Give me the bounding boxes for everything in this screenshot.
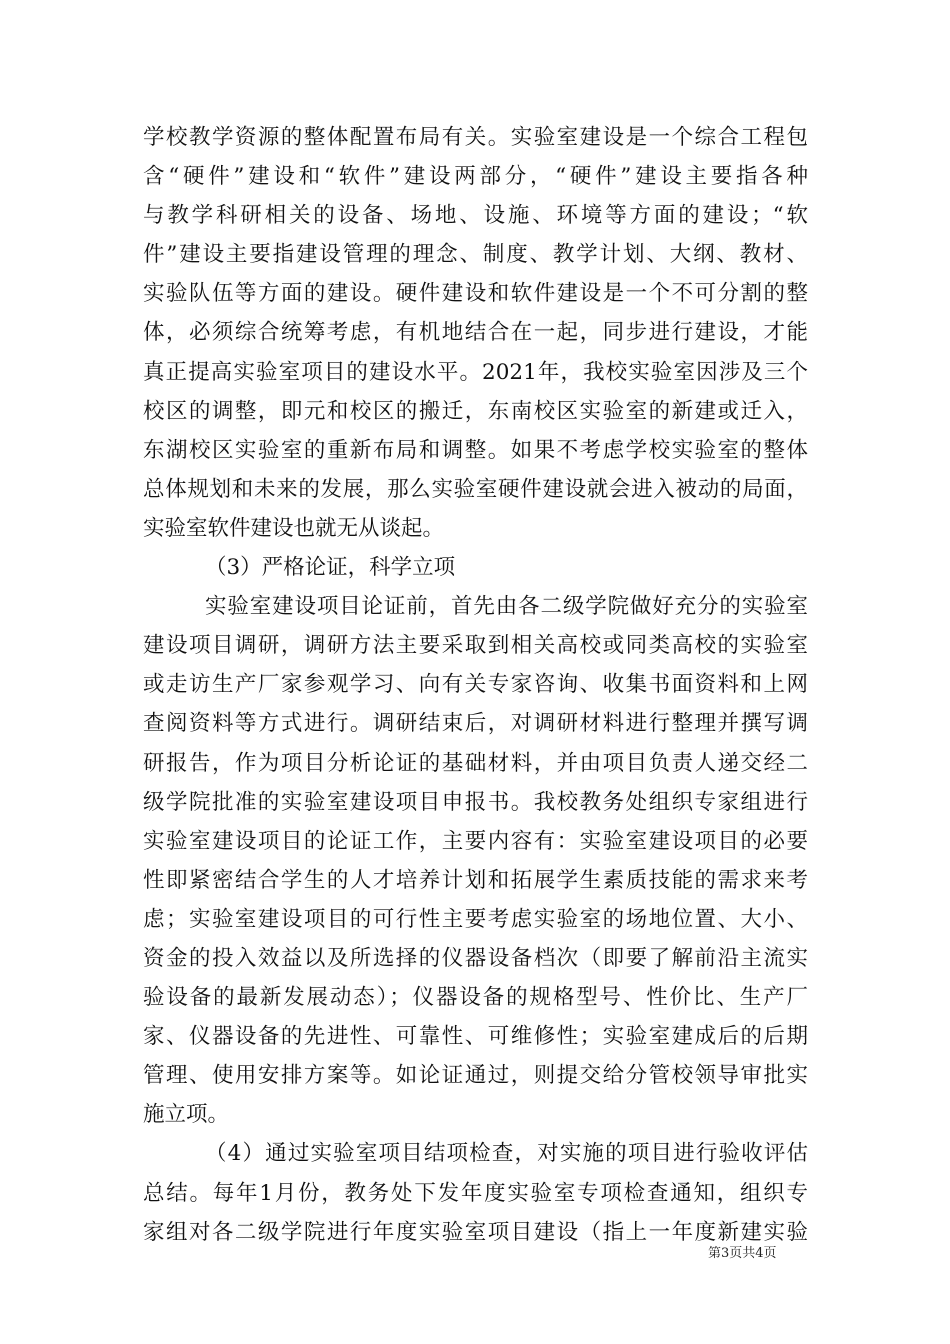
text-line: 东湖校区实验室的重新布局和调整。如果不考虑学校实验室的整体 xyxy=(143,437,808,463)
text-line: 性即紧密结合学生的人才培养计划和拓展学生素质技能的需求来考 xyxy=(143,867,808,893)
text-line: 虑；实验室建设项目的可行性主要考虑实验室的场地位置、大小、 xyxy=(143,906,808,932)
text-line: 验设备的最新发展动态）；仪器设备的规格型号、性价比、生产厂 xyxy=(143,985,808,1011)
text-line: 研报告，作为项目分析论证的基础材料，并由项目负责人递交经二 xyxy=(143,750,808,776)
text-line: （3）严格论证，科学立项 xyxy=(205,555,456,581)
document-body xyxy=(143,118,808,1252)
text-line: 真正提高实验室项目的建设水平。2021年，我校实验室因涉及三个 xyxy=(143,359,808,385)
text-line: 总体规划和未来的发展，那么实验室硬件建设就会进入被动的局面， xyxy=(143,476,808,502)
text-line: 实验室建设项目论证前，首先由各二级学院做好充分的实验室 xyxy=(205,594,808,620)
text-line: 施立项。 xyxy=(143,1102,230,1128)
text-line: 或走访生产厂家参观学习、向有关专家咨询、收集书面资料和上网 xyxy=(143,672,808,698)
text-line: 家组对各二级学院进行年度实验室项目建设（指上一年度新建实验 xyxy=(143,1219,808,1245)
text-line: 体，必须综合统筹考虑，有机地结合在一起，同步进行建设，才能 xyxy=(143,320,808,346)
text-line: 学校教学资源的整体配置布局有关。实验室建设是一个综合工程包 xyxy=(143,125,808,150)
text-line: （4）通过实验室项目结项检查，对实施的项目进行验收评估 xyxy=(205,1141,808,1167)
text-line: 查阅资料等方式进行。调研结束后，对调研材料进行整理并撰写调 xyxy=(143,711,808,737)
text-line: 总结。每年1月份，教务处下发年度实验室专项检查通知，组织专 xyxy=(143,1180,808,1206)
text-line: 级学院批准的实验室建设项目申报书。我校教务处组织专家组进行 xyxy=(143,789,808,815)
text-line: 建设项目调研，调研方法主要采取到相关高校或同类高校的实验室 xyxy=(143,633,808,659)
text-line: 实验室软件建设也就无从谈起。 xyxy=(143,515,445,541)
text-line: 实验室建设项目的论证工作，主要内容有：实验室建设项目的必要 xyxy=(143,828,808,854)
text-line: 管理、使用安排方案等。如论证通过，则提交给分管校领导审批实 xyxy=(143,1063,808,1089)
text-line: 资金的投入效益以及所选择的仪器设备档次（即要了解前沿主流实 xyxy=(143,945,808,971)
text-line: 与教学科研相关的设备、场地、设施、环境等方面的建设；“软 xyxy=(143,203,808,229)
page-number-footer: 第3页共4页 xyxy=(708,1246,777,1261)
text-line: 含“硬件”建设和“软件”建设两部分，“硬件”建设主要指各种 xyxy=(143,164,808,190)
text-line: 家、仪器设备的先进性、可靠性、可维修性；实验室建成后的后期 xyxy=(143,1024,808,1050)
text-line: 校区的调整，即元和校区的搬迁，东南校区实验室的新建或迁入， xyxy=(143,398,808,424)
text-line: 实验队伍等方面的建设。硬件建设和软件建设是一个不可分割的整 xyxy=(143,281,808,307)
text-line: 件”建设主要指建设管理的理念、制度、教学计划、大纲、教材、 xyxy=(143,242,808,268)
